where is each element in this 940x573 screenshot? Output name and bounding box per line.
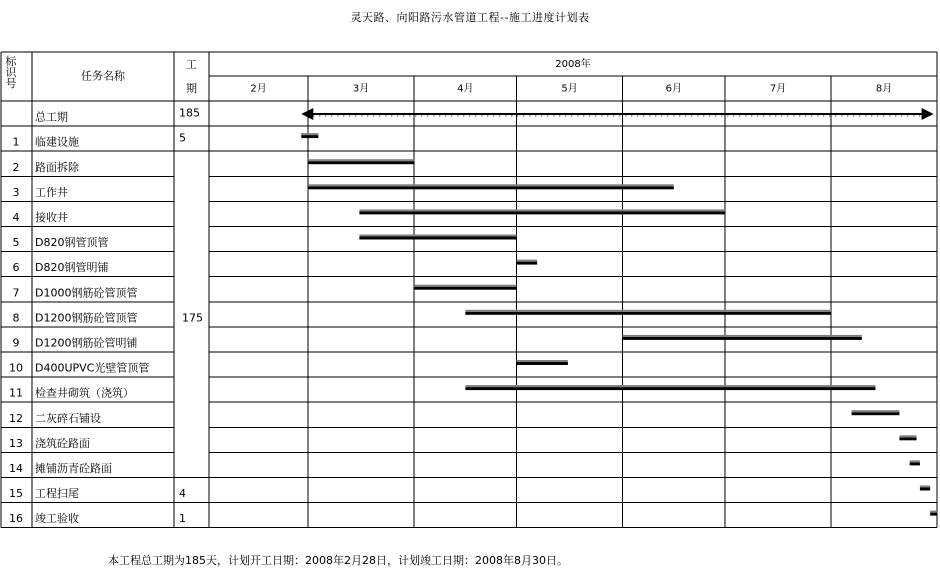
task-name: 工作井 bbox=[35, 185, 68, 199]
month-label: 8月 bbox=[875, 83, 893, 95]
task-id: 8 bbox=[12, 311, 20, 325]
task-name: D1200钢筋砼管顶管 bbox=[35, 311, 138, 325]
month-label: 5月 bbox=[561, 83, 578, 95]
task-name: 竣工验收 bbox=[35, 512, 79, 526]
task-bar-shadow bbox=[301, 133, 318, 135]
month-label: 7月 bbox=[769, 83, 787, 95]
task-bar-shadow bbox=[359, 235, 516, 237]
task-duration: 4 bbox=[179, 487, 186, 501]
task-bar bbox=[920, 488, 930, 491]
task-id: 11 bbox=[9, 386, 23, 400]
task-name: 路面拆除 bbox=[35, 160, 79, 174]
task-id: 4 bbox=[12, 210, 20, 224]
arrow-head-right bbox=[922, 108, 934, 120]
task-duration: 185 bbox=[179, 106, 200, 120]
task-bar bbox=[623, 337, 862, 340]
task-duration: 5 bbox=[179, 131, 186, 145]
footer-note: 本工程总工期为185天，计划开工日期：2008年2月28日，计划竣工日期：2008年8月30日。 bbox=[108, 554, 568, 567]
task-bar-shadow bbox=[920, 486, 930, 488]
task-bar-shadow bbox=[359, 209, 725, 211]
header-duration-label: 工 bbox=[186, 58, 197, 71]
task-id: 9 bbox=[12, 336, 20, 350]
task-name: D1000钢筋砼管顶管 bbox=[35, 286, 138, 300]
year-label: 2008年 bbox=[555, 59, 591, 70]
task-bar bbox=[414, 287, 517, 290]
task-id: 14 bbox=[9, 461, 23, 475]
task-bar-shadow bbox=[308, 184, 674, 186]
month-label: 6月 bbox=[665, 83, 683, 95]
task-name: 总工期 bbox=[35, 110, 68, 124]
task-name: 摊铺沥青砼路面 bbox=[35, 461, 112, 475]
task-duration: 1 bbox=[179, 512, 186, 526]
task-bar bbox=[465, 387, 875, 390]
task-bar bbox=[517, 362, 568, 365]
task-bar-shadow bbox=[852, 410, 900, 412]
header-name-label: 任务名称 bbox=[81, 69, 125, 83]
task-bar-shadow bbox=[899, 435, 916, 437]
task-bar-shadow bbox=[910, 460, 920, 462]
task-id: 13 bbox=[9, 436, 23, 450]
task-id: 3 bbox=[12, 185, 20, 199]
task-bar bbox=[308, 186, 674, 189]
task-id: 12 bbox=[9, 411, 23, 425]
month-label: 3月 bbox=[352, 83, 370, 95]
task-bar bbox=[852, 412, 900, 415]
header-id-label: 识 bbox=[5, 66, 17, 79]
task-id: 16 bbox=[9, 512, 23, 526]
chart-title: 灵天路、向阳路污水管道工程--施工进度计划表 bbox=[350, 11, 590, 24]
task-name: 检查井砌筑（浇筑） bbox=[35, 386, 134, 400]
task-name: 接收井 bbox=[35, 210, 68, 224]
task-bar-shadow bbox=[623, 335, 862, 337]
task-bar-shadow bbox=[517, 260, 538, 262]
task-name: D820钢管明铺 bbox=[35, 261, 109, 275]
task-id: 7 bbox=[12, 286, 20, 300]
header-id-label: 标 bbox=[5, 55, 17, 68]
task-id: 15 bbox=[9, 487, 23, 501]
task-bar bbox=[359, 211, 725, 214]
header-id-label: 号 bbox=[5, 77, 17, 90]
task-id: 10 bbox=[9, 361, 23, 375]
task-bar-shadow bbox=[414, 285, 517, 287]
task-id: 6 bbox=[12, 261, 20, 275]
task-bar-shadow bbox=[465, 385, 875, 387]
task-bar bbox=[465, 312, 831, 315]
task-bar bbox=[359, 237, 516, 240]
task-bar bbox=[930, 513, 937, 516]
task-bar bbox=[910, 462, 920, 465]
month-label: 4月 bbox=[457, 83, 474, 95]
task-id: 2 bbox=[12, 160, 20, 174]
task-bar-shadow bbox=[465, 310, 831, 312]
task-name: 浇筑砼路面 bbox=[35, 436, 90, 450]
task-bar bbox=[308, 161, 414, 164]
task-id: 5 bbox=[12, 236, 20, 250]
task-name: 工程扫尾 bbox=[35, 487, 79, 501]
task-name: D400UPVC光壁管顶管 bbox=[35, 361, 150, 375]
task-name: D1200钢筋砼管明铺 bbox=[35, 336, 138, 350]
task-id: 1 bbox=[12, 135, 20, 149]
task-bar bbox=[899, 437, 916, 440]
month-label: 2月 bbox=[250, 83, 267, 95]
arrow-head-left bbox=[301, 108, 313, 120]
task-name: 二灰碎石铺设 bbox=[35, 411, 101, 425]
task-duration: 175 bbox=[182, 311, 203, 325]
task-bar-shadow bbox=[930, 511, 937, 513]
task-bar bbox=[517, 262, 538, 265]
task-bar-shadow bbox=[308, 159, 414, 161]
task-bar bbox=[301, 135, 318, 138]
task-name: D820钢管顶管 bbox=[35, 236, 109, 250]
header-duration-label: 期 bbox=[186, 82, 197, 95]
task-name: 临建设施 bbox=[35, 135, 79, 149]
task-bar-shadow bbox=[517, 360, 568, 362]
